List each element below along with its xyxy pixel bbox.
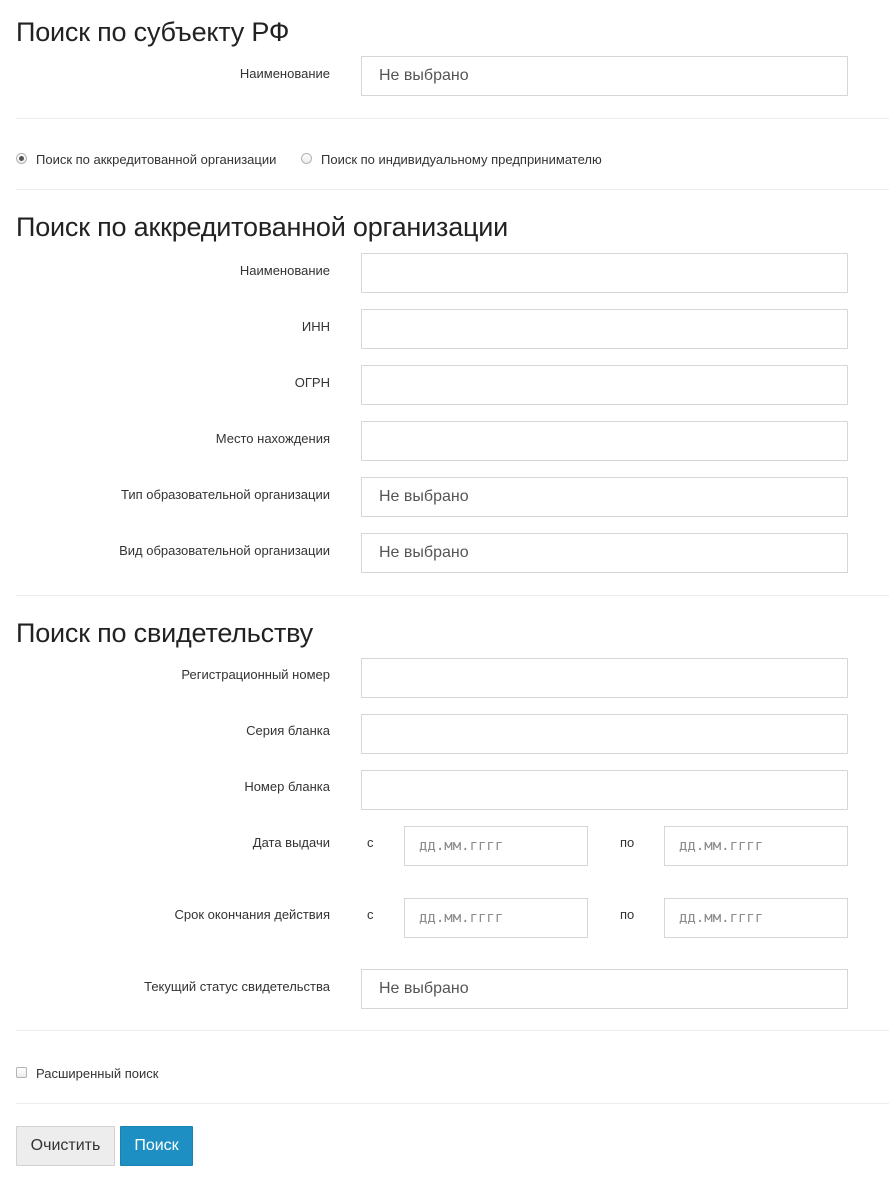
org-name-label: Наименование (239, 263, 330, 278)
expiry-to-input[interactable]: дд.мм.гггг (664, 898, 848, 938)
issue-date-to-input[interactable]: дд.мм.гггг (664, 826, 848, 866)
divider (16, 1103, 889, 1104)
org-kind-label: Вид образовательной организации (119, 543, 330, 558)
expiry-from-input[interactable]: дд.мм.гггг (404, 898, 588, 938)
org-kind-select[interactable]: Не выбрано (361, 533, 848, 573)
search-button[interactable]: Поиск (120, 1126, 193, 1166)
radio-ip[interactable] (301, 153, 312, 164)
region-select[interactable]: Не выбрано (361, 56, 848, 96)
radio-org[interactable] (16, 153, 27, 164)
blank-number-label: Номер бланка (244, 779, 330, 794)
org-type-select[interactable]: Не выбрано (361, 477, 848, 517)
advanced-search-label[interactable]: Расширенный поиск (36, 1066, 159, 1081)
issue-date-to-label: по (620, 835, 635, 850)
reg-number-input[interactable] (361, 658, 848, 698)
region-name-label: Наименование (239, 66, 330, 81)
radio-ip-label[interactable]: Поиск по индивидуальному предпринимателю (321, 152, 602, 167)
divider (16, 118, 889, 119)
blank-series-label: Серия бланка (246, 723, 330, 738)
cert-section-title: Поиск по свидетельству (16, 618, 313, 648)
radio-org-label[interactable]: Поиск по аккредитованной организации (36, 152, 277, 167)
org-ogrn-label: ОГРН (294, 375, 330, 390)
divider (16, 1030, 889, 1031)
blank-number-input[interactable] (361, 770, 848, 810)
issue-date-from-input[interactable]: дд.мм.гггг (404, 826, 588, 866)
advanced-search-checkbox[interactable] (16, 1067, 27, 1078)
cert-status-select[interactable]: Не выбрано (361, 969, 848, 1009)
org-location-input[interactable] (361, 421, 848, 461)
org-section-title: Поиск по аккредитованной организации (16, 212, 509, 242)
org-name-input[interactable] (361, 253, 848, 293)
org-ogrn-input[interactable] (361, 365, 848, 405)
issue-date-from-label: с (367, 835, 374, 850)
org-inn-label: ИНН (301, 319, 330, 334)
cert-status-label: Текущий статус свидетельства (144, 979, 330, 994)
org-location-label: Место нахождения (215, 431, 330, 446)
blank-series-input[interactable] (361, 714, 848, 754)
divider (16, 595, 889, 596)
expiry-from-label: с (367, 907, 374, 922)
expiry-label: Срок окончания действия (174, 907, 330, 922)
issue-date-label: Дата выдачи (252, 835, 330, 850)
org-inn-input[interactable] (361, 309, 848, 349)
expiry-to-label: по (620, 907, 635, 922)
region-section-title: Поиск по субъекту РФ (16, 17, 290, 47)
org-type-label: Тип образовательной организации (120, 487, 330, 502)
clear-button[interactable]: Очистить (16, 1126, 115, 1166)
reg-number-label: Регистрационный номер (181, 667, 330, 682)
divider (16, 189, 889, 190)
